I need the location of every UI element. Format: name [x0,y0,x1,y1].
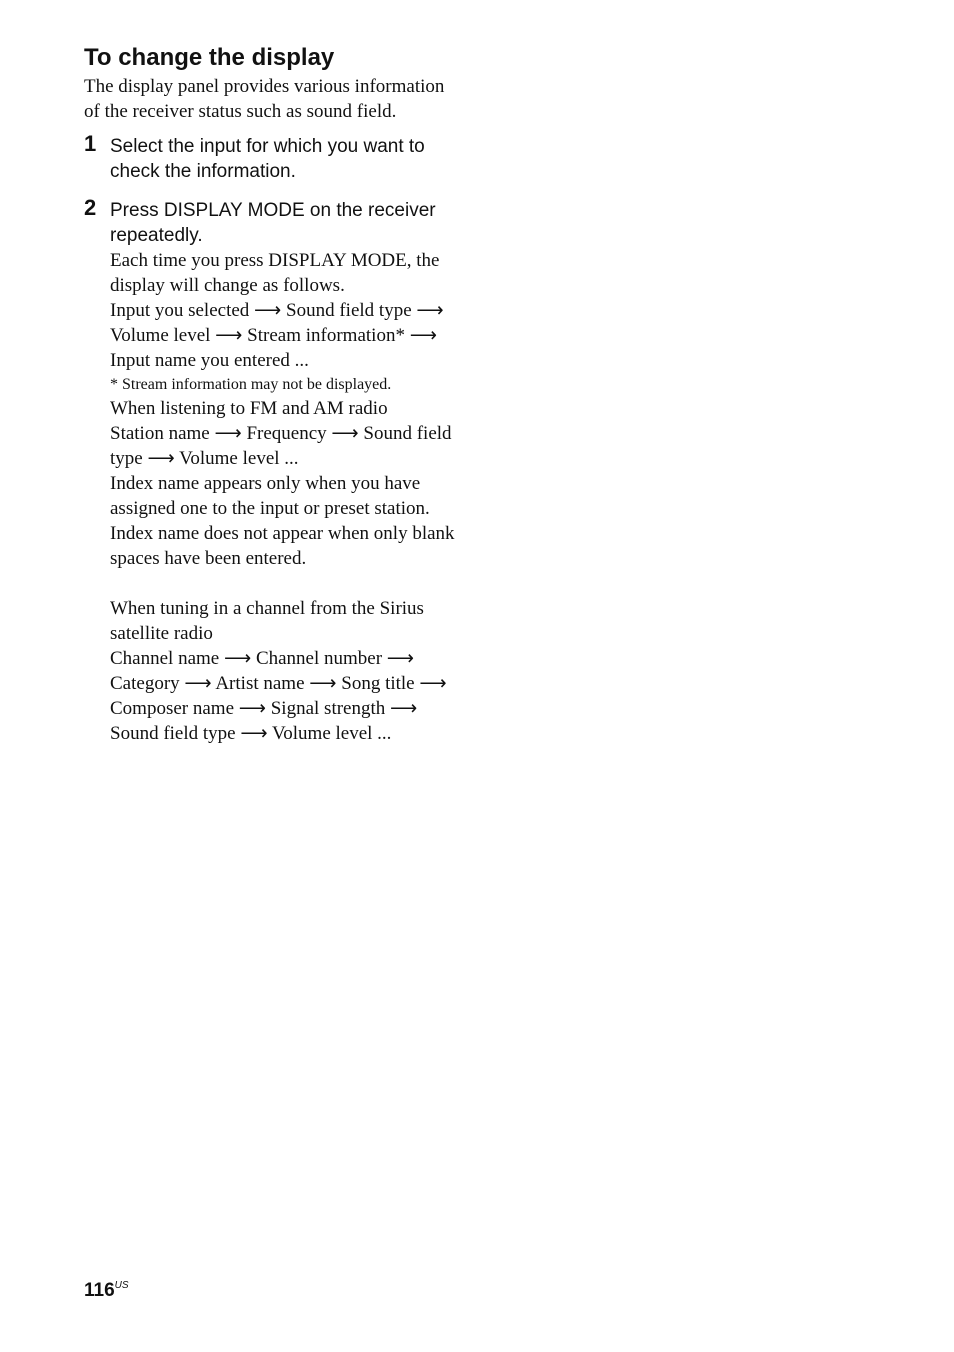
body-text: Each time you press DISPLAY MODE, the display will change as follows. [110,250,440,296]
section-title: To change the display [84,44,335,71]
fm-sequence: Station name ⟶ Frequency ⟶ Sound field type ⟶ Volume level ... [110,423,452,469]
step-body [110,248,464,746]
step-text: Select the input for which you want to check the information. [110,136,425,182]
page-region-suffix: US [114,1280,129,1291]
spacer [110,571,464,596]
step-1 [84,131,464,184]
step-number: 2 [84,195,97,220]
content-column [84,42,464,746]
index-note: Index name appears only when you have assigned one to the input or preset station. Index name does not appear when only blank spaces have been entered. [110,473,455,569]
step-text: Press DISPLAY MODE on the receiver repeatedly. [110,200,436,246]
fm-heading: When listening to FM and AM radio [110,398,388,419]
sirius-sequence: Channel name ⟶ Channel number ⟶ Category ⟶ Artist name ⟶ Song title ⟶ Composer name ⟶ Signal strength ⟶ Sound field type ⟶ Volume level ... [110,648,447,744]
page-number [84,1280,129,1302]
footnote: * Stream information may not be displayed. [110,376,392,393]
page-number-value: 116 [84,1280,115,1301]
step-number: 1 [84,131,97,156]
step-2 [84,195,464,746]
intro-text: The display panel provides various information of the receiver status such as sound field. [84,76,445,122]
display-sequence: Input you selected ⟶ Sound field type ⟶ Volume level ⟶ Stream information* ⟶ Input name you entered ... [110,300,444,371]
sirius-heading: When tuning in a channel from the Sirius satellite radio [110,598,424,644]
